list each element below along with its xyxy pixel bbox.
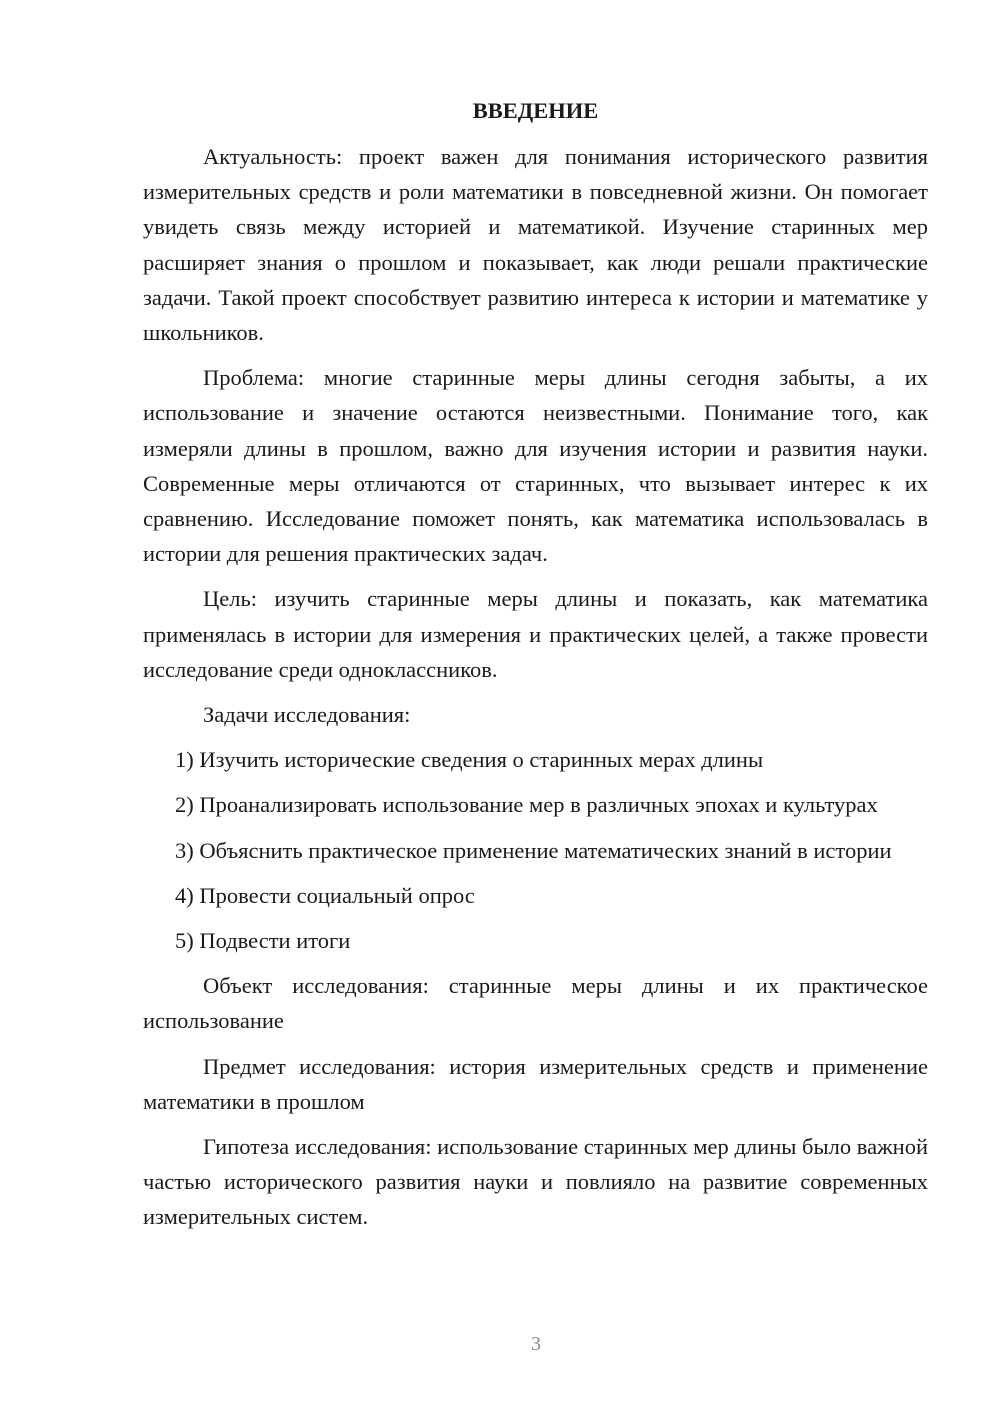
page-number: 3: [531, 1333, 541, 1355]
task-item-5: 5) Подвести итоги: [175, 928, 351, 954]
paragraph-problem: Проблема: многие старинные меры длины сегодня забыты, а их использование и значение остаются неизвестными. Понимание того, как измеряли длины в прошлом, важно для изучения истории и развития науки. Современные меры отличаются от старинных, что вызывает интерес к их сравнению. Исследование поможет понять, как математика использовалась в истории для решения практических задач.: [143, 365, 928, 567]
paragraph-object: Объект исследования: старинные меры длины и их практическое использование: [143, 973, 928, 1034]
paragraph-goal: Цель: изучить старинные меры длины и показать, как математика применялась в истории для измерения и практических целей, а также провести исследование среди одноклассников.: [143, 586, 928, 682]
task-item-3: 3) Объяснить практическое применение математических знаний в истории: [175, 837, 892, 863]
task-item-4: 4) Провести социальный опрос: [175, 882, 475, 908]
paragraph-hypothesis: Гипотеза исследования: использование старинных мер длины было важной частью исторического развития науки и повлияло на развитие современных измерительных систем.: [143, 1134, 928, 1230]
paragraph-relevance: Актуальность: проект важен для понимания исторического развития измерительных средств и роли математики в повседневной жизни. Он помогает увидеть связь между историей и математикой. Изучение старинных мер расширяет знания о прошлом и показывает, как люди решали практические задачи. Такой проект способствует развитию интереса к истории и математике у школьников.: [143, 144, 928, 346]
paragraph-subject: Предмет исследования: история измерительных средств и применение математики в прошлом: [143, 1053, 928, 1114]
task-item-2: 2) Проанализировать использование мер в различных эпохах и культурах: [175, 792, 878, 818]
task-item-1: 1) Изучить исторические сведения о старинных мерах длины: [175, 747, 764, 773]
page-heading: ВВЕДЕНИЕ: [472, 98, 599, 123]
page-content: [143, 95, 928, 1235]
tasks-title: Задачи исследования:: [203, 702, 411, 728]
